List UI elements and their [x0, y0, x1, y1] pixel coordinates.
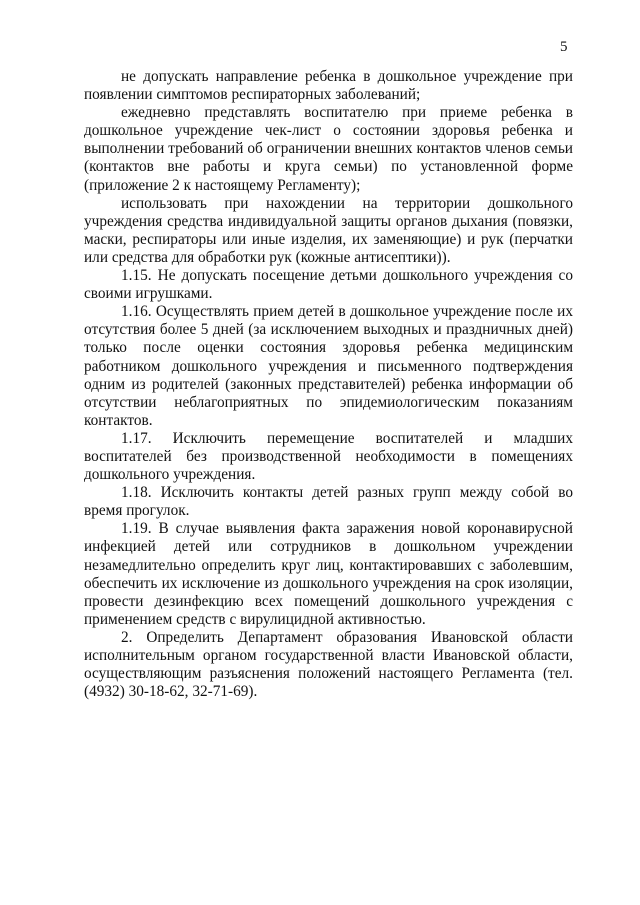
paragraph-1-18: 1.18. Исключить контакты детей разных групп между собой во время прогулок. — [84, 484, 573, 520]
document-body — [84, 68, 573, 701]
paragraph-no-sick-child: не допускать направление ребенка в дошкольное учреждение при появлении симптомов респираторных заболеваний; — [84, 68, 573, 104]
paragraph-1-17: 1.17. Исключить перемещение воспитателей и младших воспитателей без производственной необходимости в помещениях дошкольного учреждения. — [84, 429, 573, 484]
paragraph-1-16: 1.16. Осуществлять прием детей в дошкольное учреждение после их отсутствия более 5 дней (за исключением выходных и праздничных дней) только после оценки состояния здоровья ребенка медицинским работником дошкольного учреждения и письменного подтверждения одним из родителей (законных представителей) ребенка информации об отсутствии неблагоприятных по эпидемиологическим показаниям контактов. — [84, 303, 573, 429]
paragraph-1-19: 1.19. В случае выявления факта заражения новой коронавирусной инфекцией детей или сотрудников в дошкольном учреждении незамедлительно определить круг лиц, контактировавших с заболевшим, обеспечить их исключение из дошкольного учреждения на срок изоляции, провести дезинфекцию всех помещений дошкольного учреждения с применением средств с вирулицидной активностью. — [84, 520, 573, 628]
paragraph-1-15: 1.15. Не допускать посещение детьми дошкольного учреждения со своими игрушками. — [84, 267, 573, 303]
paragraph-2: 2. Определить Департамент образования Ивановской области исполнительным органом государственной власти Ивановской области, осуществляющим разъяснения положений настоящего Регламента (тел.(4932) 30-18-62, 32-71-69). — [84, 628, 573, 701]
page-number: 5 — [560, 39, 568, 55]
paragraph-daily-checklist: ежедневно представлять воспитателю при приеме ребенка в дошкольное учреждение чек-лист о состоянии здоровья ребенка и выполнении требований об ограничении внешних контактов членов семьи (контактов вне работы и круга семьи) по установленной форме (приложение 2 к настоящему Регламенту); — [84, 104, 573, 194]
paragraph-protective-equipment: использовать при нахождении на территории дошкольного учреждения средства индивидуальной защиты органов дыхания (повязки, маски, респираторы или иные изделия, их заменяющие) и рук (перчатки или средства для обработки рук (кожные антисептики)). — [84, 194, 573, 266]
